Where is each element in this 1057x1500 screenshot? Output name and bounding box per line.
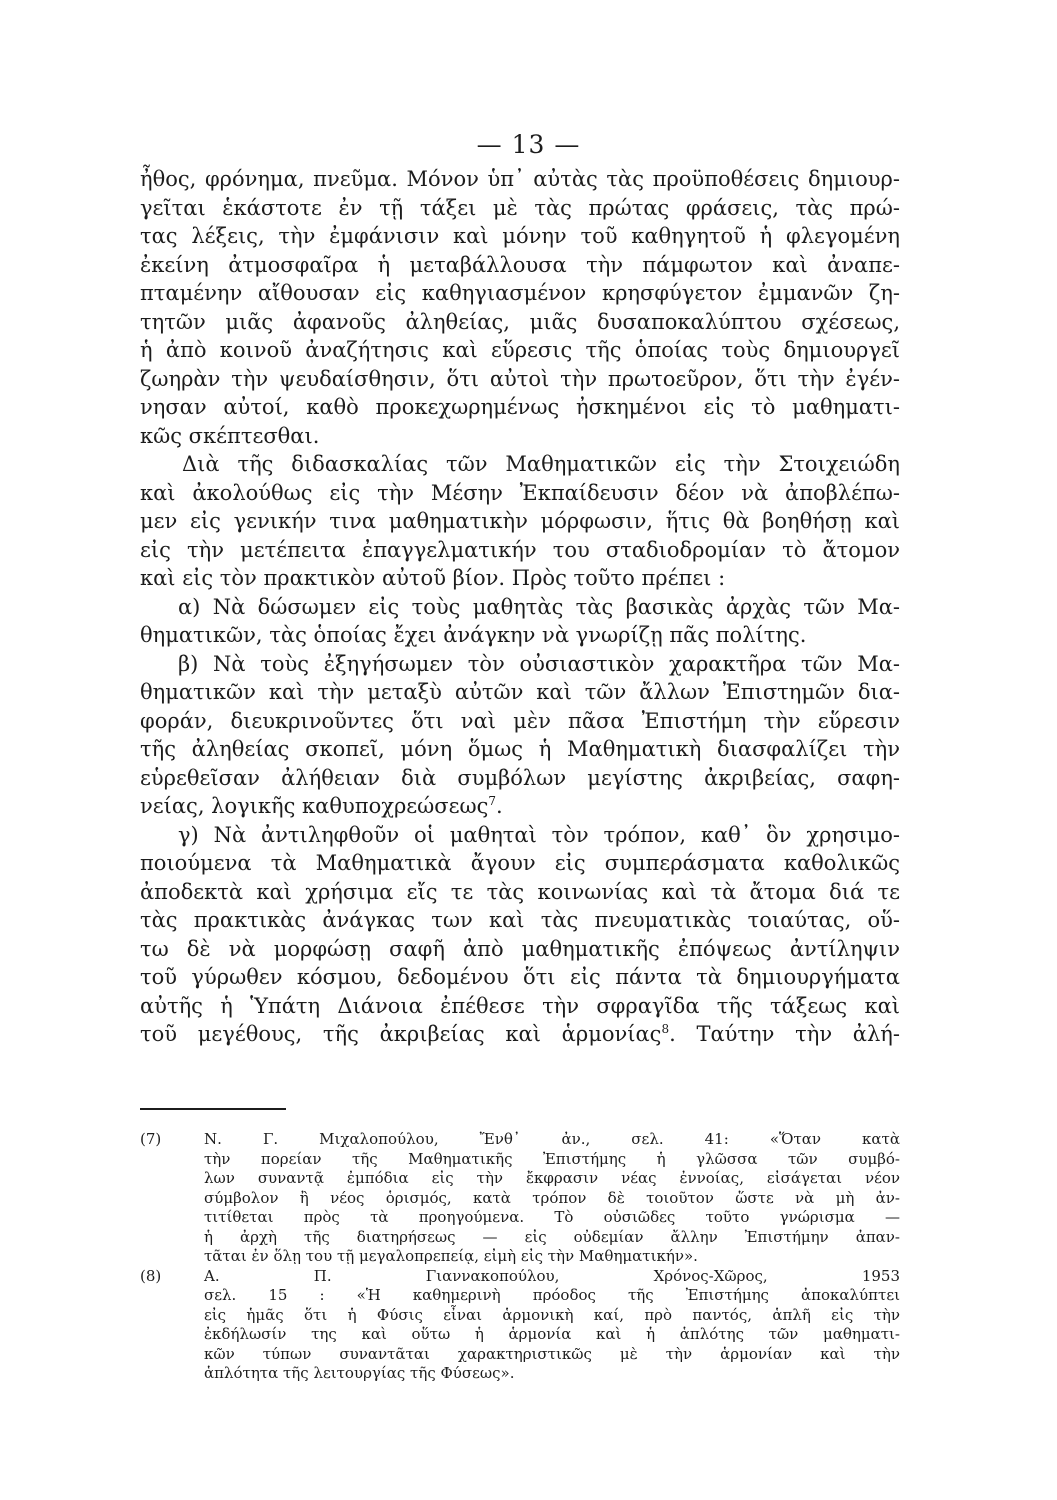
paragraph-1: [140, 165, 900, 450]
text-line: [140, 792, 900, 821]
footnote-8: [140, 1267, 900, 1384]
text-line: ἦθος, φρόνημα, πνεῦμα. Μόνον ὑπ᾽ αὐτὰς τὰς προϋποθέσεις δημιουρ-: [140, 167, 900, 191]
footnote-number: (8): [140, 1266, 162, 1285]
text-line: ζωηρὰν τὴν ψευδαίσθησιν, ὅτι αὐτοὶ τὴν πρωτοεῦρον, ὅτι τὴν ἐγέν-: [140, 366, 900, 391]
text-line: ἐκείνη ἀτμοσφαῖρα ἡ μεταβάλλουσα τὴν πάμφωτον καὶ ἀναπε-: [140, 252, 900, 277]
text-line: γεῖται ἑκάστοτε ἐν τῇ τάξει μὲ τὰς πρώτας φράσεις, τὰς πρώ-: [140, 195, 900, 220]
text-line: α) Νὰ δώσωμεν εἰς τοὺς μαθητὰς τὰς βασικὰς ἀρχὰς τῶν Μα-: [178, 594, 900, 619]
text-line: εἰς τὴν μετέπειτα ἐπαγγελματικήν του σταδιοδρομίαν τὸ ἄτομον: [140, 537, 900, 562]
text-line: μεν εἰς γενικήν τινα μαθηματικὴν μόρφωσιν, ἥτις θὰ βοηθήσῃ καὶ: [140, 509, 900, 533]
footnote-number: (7): [140, 1130, 162, 1148]
text-line: ποιούμενα τὰ Μαθηματικὰ ἄγουν εἰς συμπεράσματα καθολικῶς: [140, 851, 900, 875]
footnote-line: εἰς ἡμᾶς ὅτι ἡ Φύσις εἶναι ἁρμονικὴ καί, πρὸ παντός, ἁπλῆ εἰς τὴν: [204, 1305, 900, 1324]
text-line-tail: . Ταύτην τὴν ἀλή-: [669, 1022, 900, 1046]
footnotes: [140, 1130, 900, 1384]
footnote-line: λων συναντᾷ ἐμπόδια εἰς τὴν ἔκφρασιν νέας ἐννοίας, εἰσάγεται νέον: [204, 1169, 900, 1187]
text-line: β) Νὰ τοὺς ἐξηγήσωμεν τὸν οὐσιαστικὸν χαρακτῆρα τῶν Μα-: [178, 651, 900, 676]
footnote-line: τᾶται ἐν ὅλῃ του τῇ μεγαλοπρεπείᾳ, εἰμὴ εἰς τὴν Μαθηματικήν».: [204, 1247, 698, 1265]
footnote-line: σελ. 15 : «Ἡ καθημερινὴ πρόοδος τῆς Ἐπιστήμης ἀποκαλύπτει: [204, 1286, 900, 1304]
paragraph-2: [140, 450, 900, 593]
text-line: τὰς πρακτικὰς ἀνάγκας των καὶ τὰς πνευματικὰς τοιαύτας, οὕ-: [140, 908, 900, 932]
text-line: τω δὲ νὰ μορφώσῃ σαφῆ ἀπὸ μαθηματικῆς ἐπόψεως ἀντίληψιν: [140, 936, 900, 961]
text-line: ἀποδεκτὰ καὶ χρήσιμα εἴς τε τὰς κοινωνίας καὶ τὰ ἄτομα διά τε: [140, 879, 900, 904]
text-line: νησαν αὐτοί, καθὸ προκεχωρημένως ἠσκημένοι εἰς τὸ μαθηματι-: [140, 395, 900, 419]
footnote-line: τιτίθεται πρὸς τὰ προηγούμενα. Τὸ οὐσιῶδες τοῦτο γνώρισμα —: [204, 1208, 900, 1226]
footnote-divider: [140, 1108, 286, 1110]
paragraph-gamma: [140, 821, 900, 1049]
text-line-tail: .: [496, 794, 503, 818]
footnote-line: τὴν πορείαν τῆς Μαθηματικῆς Ἐπιστήμης ἡ γλῶσσα τῶν συμβό-: [204, 1149, 900, 1168]
text-line: αὐτῆς ἡ Ὑπάτη Διάνοια ἐπέθεσε τὴν σφραγῖδα τῆς τάξεως καὶ: [140, 993, 900, 1018]
text-line: φοράν, διευκρινοῦντες ὅτι ναὶ μὲν πᾶσα Ἐπιστήμη τὴν εὕρεσιν: [140, 708, 900, 733]
text-line: εὑρεθεῖσαν ἀλήθειαν διὰ συμβόλων μεγίστης ἀκριβείας, σαφη-: [140, 765, 900, 790]
footnote-line: Ν. Γ. Μιχαλοπούλου, Ἔνθ᾽ ἀν., σελ. 41: «Ὅταν κατὰ: [204, 1130, 900, 1148]
text-line: καὶ ἀκολούθως εἰς τὴν Μέσην Ἐκπαίδευσιν δέον νὰ ἀποβλέπω-: [140, 480, 900, 505]
text-line: [140, 1020, 900, 1049]
footnote-ref-7: 7: [488, 794, 497, 808]
text-line: θηματικῶν καὶ τὴν μεταξὺ αὐτῶν καὶ τῶν ἄλλων Ἐπιστημῶν δια-: [140, 680, 900, 704]
text-line: κῶς σκέπτεσθαι.: [140, 423, 320, 448]
text-line: τητῶν μιᾶς ἀφανοῦς ἀληθείας, μιᾶς δυσαποκαλύπτου σχέσεως,: [140, 309, 900, 334]
text-line: τῆς ἀληθείας σκοπεῖ, μόνη ὅμως ἡ Μαθηματικὴ διασφαλίζει τὴν: [140, 737, 900, 761]
footnote-line: Α. Π. Γιαννακοπούλου, Χρόνος-Χῶρος, 1953: [204, 1266, 900, 1285]
text-line: Διὰ τῆς διδασκαλίας τῶν Μαθηματικῶν εἰς τὴν Στοιχειώδη: [182, 452, 900, 476]
paragraph-beta: [140, 650, 900, 821]
paragraph-alpha: [140, 593, 900, 650]
body-text: [140, 165, 900, 1049]
text-line: καὶ εἰς τὸν πρακτικὸν αὐτοῦ βίον. Πρὸς τοῦτο πρέπει :: [140, 566, 726, 590]
text-line: τοῦ γύρωθεν κόσμου, δεδομένου ὅτι εἰς πάντα τὰ δημιουργήματα: [140, 965, 900, 989]
footnote-7: [140, 1130, 900, 1267]
text-line: ἡ ἀπὸ κοινοῦ ἀναζήτησις καὶ εὕρεσις τῆς ὁποίας τοὺς δημιουργεῖ: [140, 338, 900, 362]
text-line-content: τοῦ μεγέθους, τῆς ἀκριβείας καὶ ἁρμονίας: [140, 1022, 662, 1046]
page-number: — 13 —: [476, 130, 581, 159]
text-line: πταμένην αἴθουσαν εἰς καθηγιασμένον κρησφύγετον ἐμμανῶν ζη-: [140, 281, 900, 305]
footnote-line: ἡ ἀρχὴ τῆς διατηρήσεως — εἰς οὐδεμίαν ἄλλην Ἐπιστήμην ἀπαν-: [204, 1227, 900, 1246]
text-line-content: νείας, λογικῆς καθυποχρεώσεως: [140, 794, 489, 818]
footnote-line: ἐκδήλωσίν της καὶ οὕτω ἡ ἁρμονία καὶ ἡ ἁπλότης τῶν μαθηματι-: [204, 1325, 900, 1343]
footnote-body: [204, 1130, 900, 1267]
footnote-line: σύμβολον ἢ νέος ὁρισμός, κατὰ τρόπον δὲ τοιοῦτον ὥστε νὰ μὴ ἀν-: [204, 1188, 900, 1207]
text-line: γ) Νὰ ἀντιληφθοῦν οἱ μαθηταὶ τὸν τρόπον, καθ᾽ ὃν χρησιμο-: [178, 822, 900, 847]
footnote-line: ἁπλότητα τῆς λειτουργίας τῆς Φύσεως».: [204, 1364, 515, 1382]
footnote-body: [204, 1267, 900, 1384]
text-line: τας λέξεις, τὴν ἐμφάνισιν καὶ μόνην τοῦ καθηγητοῦ ἡ φλεγομένη: [140, 224, 900, 248]
text-line: θηματικῶν, τὰς ὁποίας ἔχει ἀνάγκην νὰ γνωρίζῃ πᾶς πολίτης.: [140, 623, 807, 647]
footnote-ref-8: 8: [661, 1022, 670, 1036]
footnote-line: κῶν τύπων συναντᾶται χαρακτηριστικῶς μὲ τὴν ἁρμονίαν καὶ τὴν: [204, 1344, 900, 1363]
